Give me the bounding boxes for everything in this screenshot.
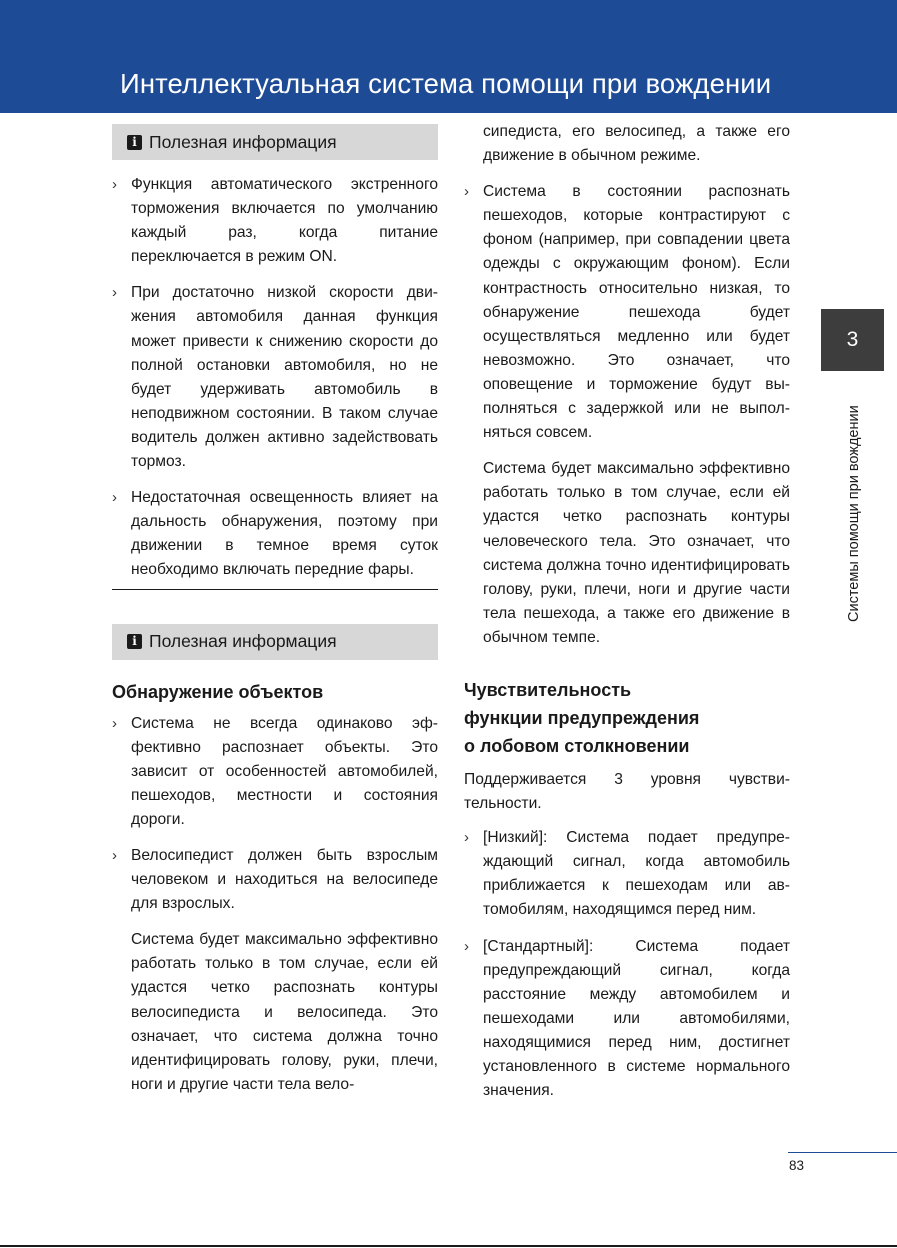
info-icon: i	[127, 135, 142, 150]
list-item	[112, 281, 438, 474]
list-item	[464, 180, 790, 445]
list-item	[464, 826, 790, 922]
list-item	[464, 935, 790, 1104]
paragraph-text: Система будет максимально эффективно работать только в том случае, если ей удастся четко распознать контуры человеческого тела. Это означает, что система должна точно идентифицировать голову, руки, плечи, ноги и другие части тела пешехода, а также его движение в обычном темпе.	[483, 460, 790, 646]
chevron-right-icon: ›	[112, 176, 117, 193]
list-item	[112, 712, 438, 832]
list-item	[112, 844, 438, 916]
page-header	[0, 0, 897, 113]
info-box-title: Полезная информация	[149, 131, 337, 152]
bullet-text: При достаточно низкой скорости движения автомобиля данная функция может привести к снижению скорости до полной остановки автомобиля, но не будет удерживать автомобиль в неподвижном состоянии. В таком случае водитель должен активно задействовать тормоз.	[131, 284, 438, 471]
right-column	[464, 120, 790, 1115]
section-title-line: функции предупреждения	[464, 707, 700, 728]
page-bottom-border	[0, 1245, 897, 1247]
section-title: Обнаружение объектов	[112, 681, 324, 702]
info-box-title: Полезная информация	[149, 631, 337, 652]
list-item	[112, 173, 438, 269]
chevron-right-icon: ›	[112, 489, 117, 507]
section-title-line: о лобовом столкновении	[464, 735, 690, 756]
bullet-text: Система не всегда одинаково эффективно распознает объекты. Это зависит от особенностей автомобилей, пешеходов, местности и состояния дороги.	[131, 714, 438, 828]
chevron-right-icon: ›	[112, 714, 117, 732]
body-paragraph	[464, 768, 790, 816]
bullet-text: Система в состоянии распознать пешеходов, которые контрастируют с фоном (например, при совпадении цвета одежды с окружающим фоном). Если контрастность относительно низкая, то обнаружение пешехода будет осуществляться медленно или будет невозможно. Это означает, что оповещение и торможение будут выполняться с задержкой или не выполняться совсем.	[483, 183, 790, 442]
section-title-line: Чувствительность	[464, 679, 632, 700]
footer-divider	[788, 1152, 897, 1153]
info-box	[112, 624, 438, 660]
header-title: Интеллектуальная система помощи при вождении	[120, 68, 772, 99]
body-paragraph	[464, 120, 790, 168]
info-box	[112, 124, 438, 160]
bullet-text: Недостаточная освещенность влияет на дальность обнаружения, поэтому при движении в темное время суток необходимо включать передние фары.	[131, 489, 438, 579]
body-paragraph	[464, 457, 790, 650]
paragraph-text: Поддерживается 3 уровня чувствительности.	[464, 770, 790, 813]
bullet-text: [Стандартный]: Система подает предупреждающий сигнал, когда расстояние между автомобилем и пешеходами или автомобилями, находящимися перед ним, достигнет установленного в системе нормального значения.	[483, 937, 790, 1100]
chevron-right-icon: ›	[112, 846, 117, 864]
paragraph-text: Система будет максимально эффективно работать только в том случае, если ей удастся четко распознать контуры велосипедиста и велосипеда. Это означает, что система должна точно идентифицировать голову, руки, плечи, ноги и другие части тела вело-	[131, 931, 438, 1093]
chapter-label: Системы помощи при вождении	[846, 405, 862, 622]
bullet-text: Функция автоматического экстренного торможения включается по умолчанию каждый раз, когда питание переключается в режим ON.	[131, 176, 438, 266]
chevron-right-icon: ›	[464, 937, 469, 955]
paragraph-text: сипедиста, его велосипед, а также его движение в обычном режиме.	[483, 123, 790, 165]
left-column	[112, 124, 438, 1109]
chevron-right-icon: ›	[464, 829, 469, 847]
chevron-right-icon: ›	[112, 284, 117, 302]
page-number: 83	[789, 1158, 805, 1173]
chevron-right-icon: ›	[464, 183, 469, 201]
section-title	[464, 676, 790, 760]
chapter-tab: 3	[821, 309, 884, 371]
body-paragraph	[112, 928, 438, 1097]
bullet-text: Велосипедист должен быть взрослым человеком и находиться на велосипеде для взрослых.	[131, 846, 438, 913]
info-icon: i	[127, 634, 142, 649]
bullet-text: [Низкий]: Система подает предупреждающий сигнал, когда автомобиль приближается к пешеходам или автомобилям, находящимся перед ним.	[483, 829, 790, 919]
list-item	[112, 486, 438, 582]
